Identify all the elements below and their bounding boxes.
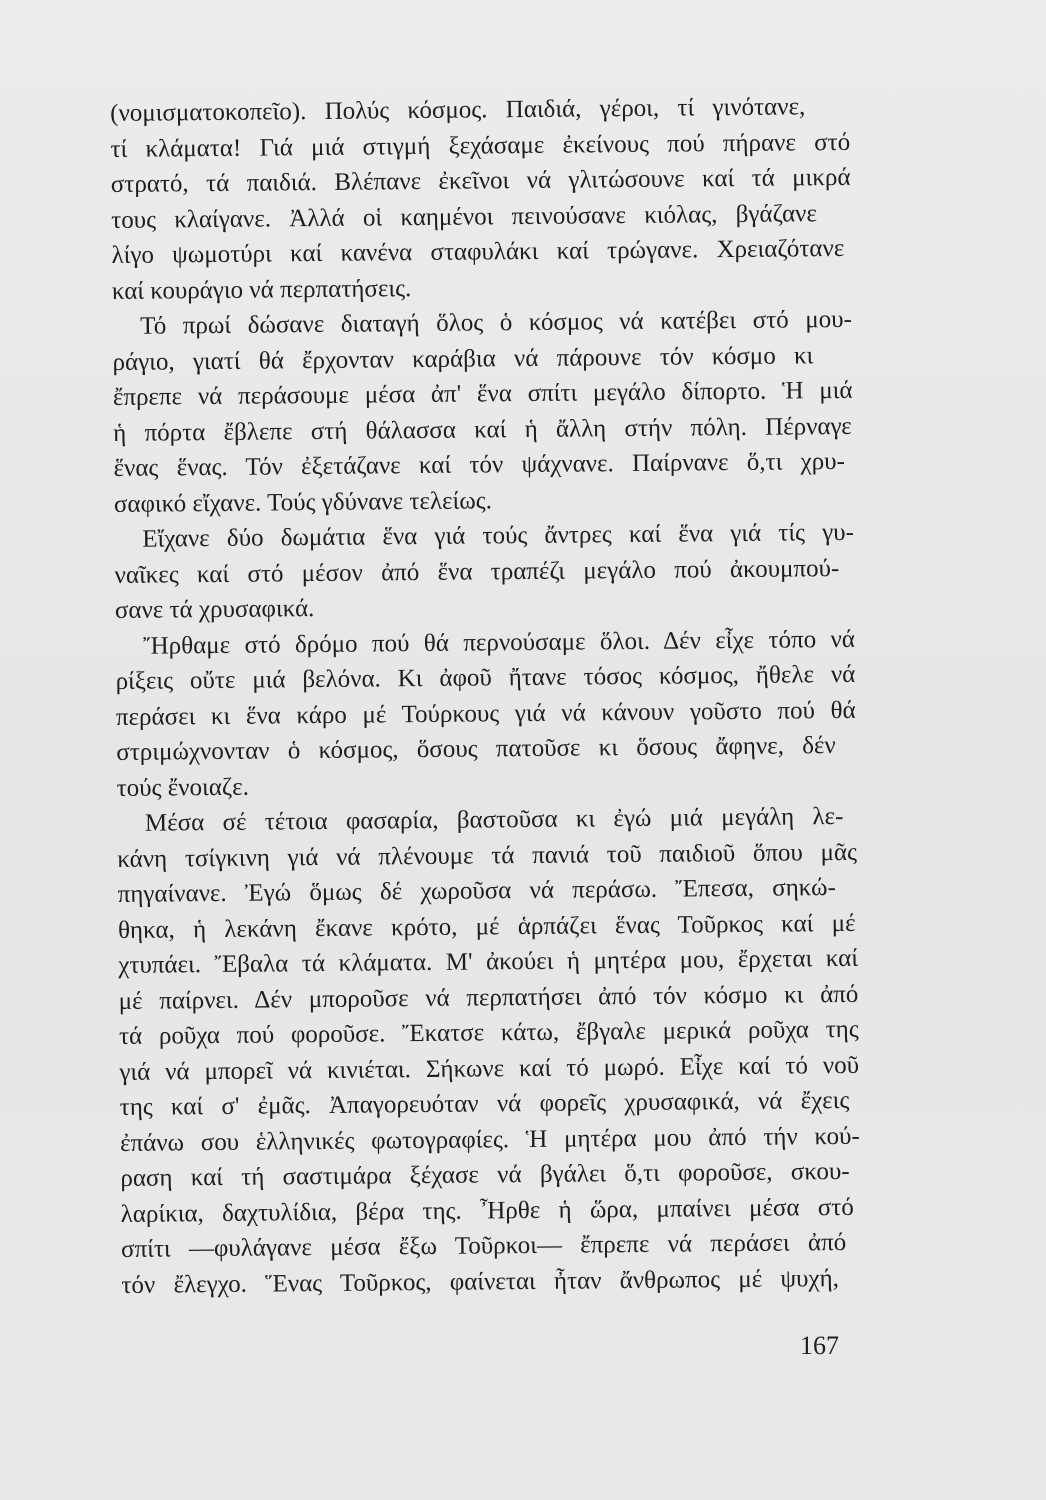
text-line: γιά νά μπορεῖ νά κινιέται. Σήκωνε καί τό μωρό. Εἶχε καί τό νοῦ bbox=[119, 1051, 860, 1086]
text-line: σαφικό εἴχανε. Τούς γδύνανε τελείως. bbox=[113, 486, 493, 518]
text-line: τά ροῦχα πού φοροῦσε. Ἔκατσε κάτω, ἔβγαλε μερικά ροῦχα της bbox=[118, 1015, 859, 1050]
text-line: σανε τά χρυσαφικά. bbox=[114, 595, 315, 624]
text-line: κάνη τσίγκινη γιά νά πλένουμε τά πανιά τοῦ παιδιοῦ ὅπου μᾶς bbox=[117, 838, 858, 873]
text-line: Ἤρθαμε στό δρόμο πού θά περνούσαμε ὅλοι. Δέν εἶχε τόπο νά bbox=[143, 625, 856, 660]
text-line: χτυπάει. Ἔβαλα τά κλάματα. Μ' ἀκούει ἡ μητέρα μου, ἔρχεται καί bbox=[118, 944, 859, 979]
page-number: 167 bbox=[800, 1331, 839, 1360]
text-line: λίγο ψωμοτύρι καί κανένα σταφυλάκι καί τρώγανε. Χρειαζότανε bbox=[111, 234, 845, 269]
text-line: Μέσα σέ τέτοια φασαρία, βαστοῦσα κι ἐγώ μιά μεγάλη λε- bbox=[144, 802, 844, 837]
text-line: (νομισματοκοπεῖο). Πολύς κόσμος. Παιδιά, γέροι, τί γινότανε, bbox=[110, 93, 806, 127]
text-line: τούς ἔνοιαζε. bbox=[116, 773, 250, 802]
text-line: Εἴχανε δύο δωμάτια ἕνα γιά τούς ἄντρες καί ἕνα γιά τίς γυ- bbox=[142, 518, 855, 553]
text-line: ραση καί τή σαστιμάρα ξέχασε νά βγάλει ὅ,τι φοροῦσε, σκου- bbox=[120, 1157, 850, 1192]
text-line: πηγαίνανε. Ἐγώ ὅμως δέ χωροῦσα νά περάσω. Ἔπεσα, σηκώ- bbox=[117, 874, 836, 908]
text-line: στρατό, τά παιδιά. Βλέπανε ἐκεῖνοι νά γλιτώσουνε καί τά μικρά bbox=[110, 163, 851, 198]
body-text bbox=[110, 89, 862, 1303]
text-line: στριμώχνονταν ὁ κόσμος, ὅσους πατοῦσε κι ὅσους ἄφηνε, δέν bbox=[116, 732, 836, 766]
text-line: ἐπάνω σου ἑλληνικές φωτογραφίες. Ἡ μητέρα μου ἀπό τήν κού- bbox=[119, 1122, 860, 1157]
text-line: θηκα, ἡ λεκάνη ἔκανε κρότο, μέ ἁρπάζει ἕνας Τοῦρκος καί μέ bbox=[117, 909, 856, 944]
text-line: ρίξεις οὔτε μιά βελόνα. Κι ἀφοῦ ἤτανε τόσος κόσμος, ἤθελε νά bbox=[115, 660, 856, 695]
text-line: ἕνας ἕνας. Τόν ἐξετάζανε καί τόν ψάχνανε. Παίρνανε ὅ,τι χρυ- bbox=[113, 447, 846, 482]
text-line: Τό πρωί δώσανε διαταγή ὅλος ὁ κόσμος νά κατέβει στό μου- bbox=[140, 305, 852, 340]
text-line: μέ παίρνει. Δέν μποροῦσε νά περπατήσει ἀπό τόν κόσμο κι ἀπό bbox=[118, 980, 859, 1015]
text-line: τί κλάματα! Γιά μιά στιγμή ξεχάσαμε ἐκείνους πού πήρανε στό bbox=[110, 128, 851, 163]
text-line: της καί σ' ἐμᾶς. Ἀπαγορευόταν νά φορεῖς χρυσαφικά, νά ἔχεις bbox=[119, 1086, 850, 1121]
text-line: τόν ἔλεγχο. Ἕνας Τοῦρκος, φαίνεται ἦταν ἄνθρωπος μέ ψυχή, bbox=[121, 1264, 840, 1299]
text-line: ἡ πόρτα ἔβλεπε στή θάλασσα καί ἡ ἄλλη στήν πόλη. Πέρναγε bbox=[113, 412, 852, 447]
text-line: ἔπρεπε νά περάσουμε μέσα ἀπ' ἕνα σπίτι μεγάλο δίπορτο. Ἡ μιά bbox=[112, 376, 853, 411]
text-line: τους κλαίγανε. Ἀλλά οἱ καημένοι πεινούσανε κιόλας, βγάζανε bbox=[111, 199, 818, 234]
text-line: περάσει κι ἕνα κάρο μέ Τούρκους γιά νά κάνουν γοῦστο πού θά bbox=[115, 696, 856, 731]
text-line: λαρίκια, δαχτυλίδια, βέρα της. Ἦρθε ἡ ὥρα, μπαίνει μέσα στό bbox=[120, 1193, 854, 1228]
text-line: καί κουράγιο νά περπατήσεις. bbox=[111, 274, 412, 305]
text-line: ναῖκες καί στό μέσον ἀπό ἕνα τραπέζι μεγάλο πού ἀκουμπού- bbox=[114, 554, 840, 589]
text-line: σπίτι —φυλάγανε μέσα ἔξω Τοῦρκοι— ἔπρεπε νά περάσει ἀπό bbox=[120, 1228, 847, 1263]
text-line: ράγιο, γιατί θά ἔρχονταν καράβια νά πάρουνε τόν κόσμο κι bbox=[112, 341, 814, 376]
